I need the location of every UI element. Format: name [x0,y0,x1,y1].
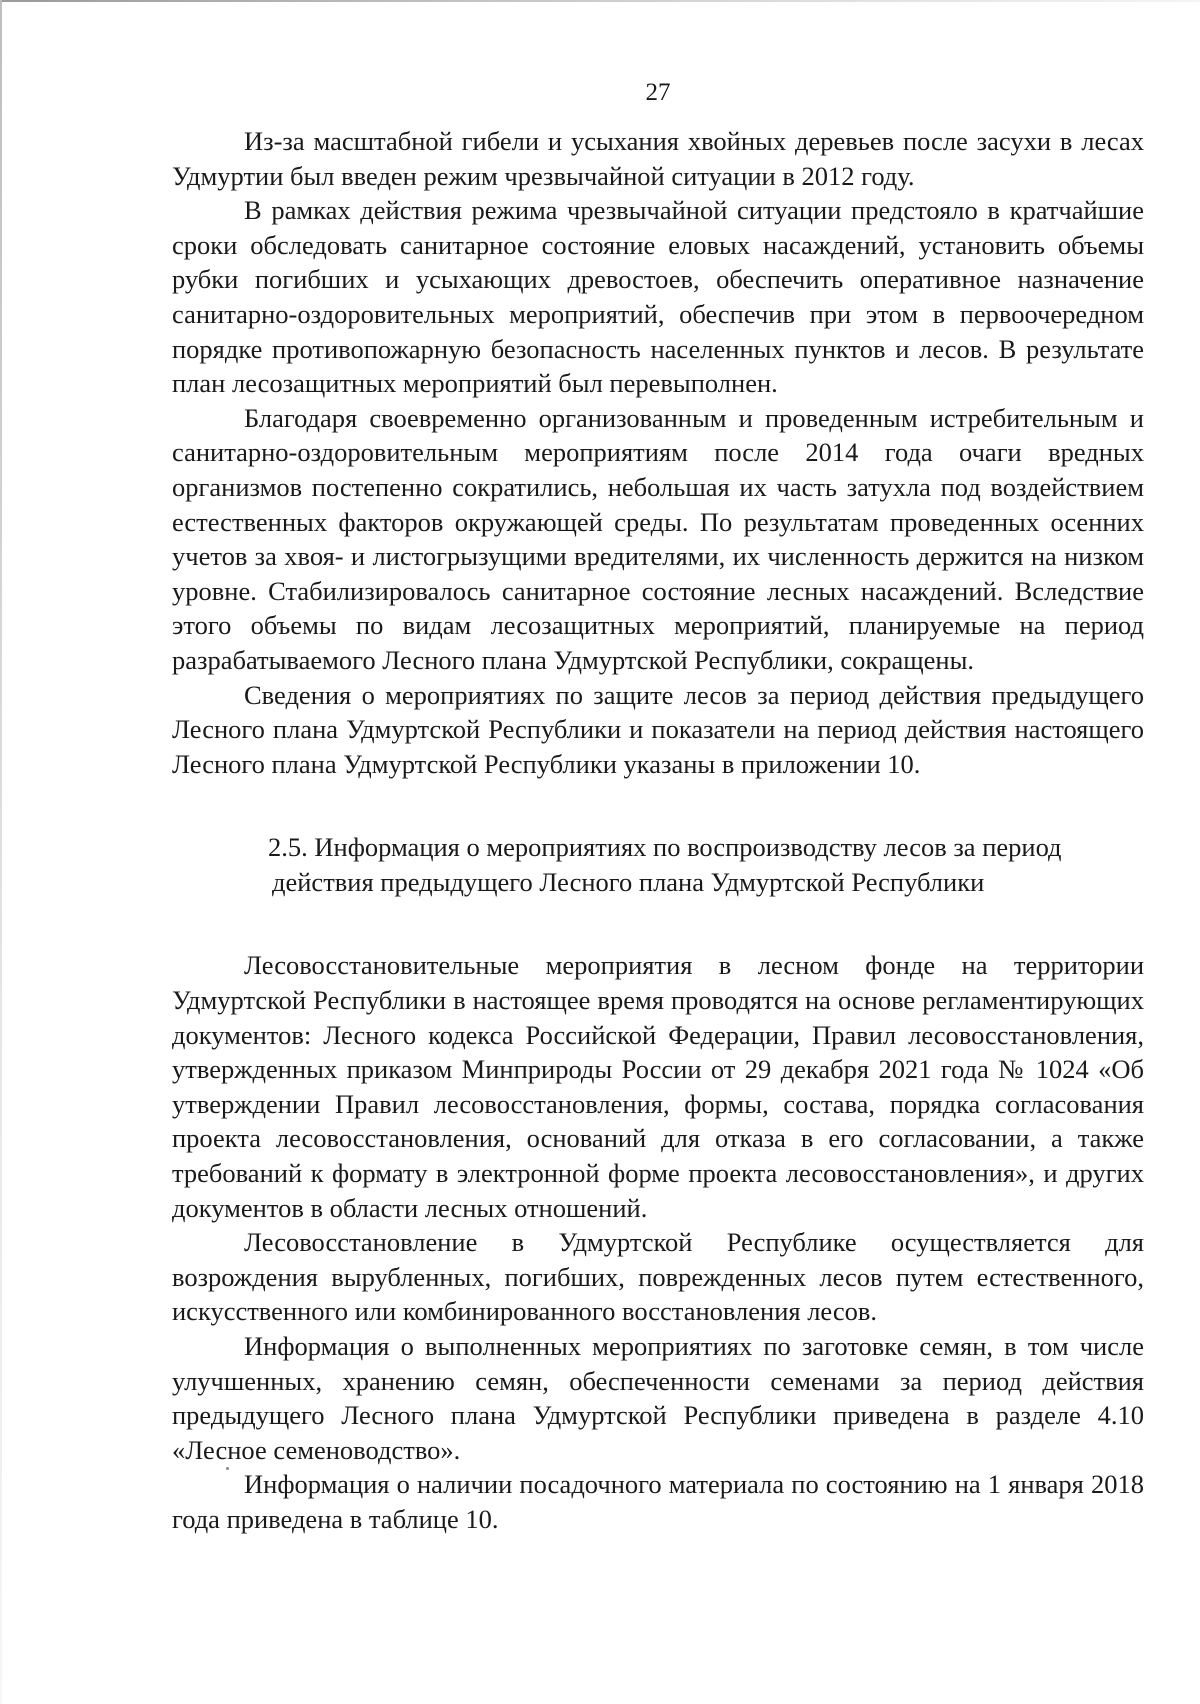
section-heading-line-2: действия предыдущего Лесного плана Удмуртской Республики [272,866,985,897]
document-body [172,124,1144,1537]
paragraph-planting-material: Информация о наличии посадочного материала по состоянию на 1 января 2018 года приведена в таблице 10. [172,1469,1144,1534]
paragraph-emergency-measures: В рамках действия режима чрезвычайной ситуации предстояло в кратчайшие сроки обследовать санитарное состояние еловых насаждений, установить объемы рубки погибших и усыхающих древостоев, обеспечить оперативное назначение санитарно-оздоровительных мероприятий, обеспечив при этом в первоочередном порядке противопожарную безопасность населенных пунктов и лесов. В результате план лесозащитных мероприятий был перевыполнен. [172,195,1144,399]
paragraph-seed-information: Информация о выполненных мероприятиях по заготовке семян, в том числе улучшенных, хранению семян, обеспеченности семенами за период действия предыдущего Лесного плана Удмуртской Республики приведена в разделе 4.10 «Лесное семеноводство». [172,1331,1144,1465]
scan-left-edge [0,0,2,1704]
scan-speck [226,1467,229,1470]
section-heading [172,830,1144,899]
paragraph-drought-emergency: Из-за масштабной гибели и усыхания хвойных деревьев после засухи в лесах Удмуртии был введен режим чрезвычайной ситуации в 2012 году. [172,126,1144,191]
paragraph-protection-info: Сведения о мероприятиях по защите лесов за период действия предыдущего Лесного плана Удмуртской Республики и показатели на период действия настоящего Лесного плана Удмуртской Республики указаны в приложении 10. [172,679,1144,779]
paragraph-reforestation-methods: Лесовосстановление в Удмуртской Республике осуществляется для возрождения вырубленных, погибших, поврежденных лесов путем естественного, искусственного или комбинированного восстановления лесов. [172,1227,1144,1327]
paragraph-regulatory-documents: Лесовосстановительные мероприятия в лесном фонде на территории Удмуртской Республики в настоящее время проводятся на основе регламентирующих документов: Лесного кодекса Российской Федерации, Правил лесовосстановления, утвержденных приказом Минприроды России от 29 декабря 2021 года № 1024 «Об утверждении Правил лесовосстановления, формы, состава, порядка согласования проекта лесовосстановления, оснований для отказа в его согласовании, а также требований к формату в электронной форме проекта лесовосстановления», и других документов в области лесных отношений. [172,950,1144,1223]
section-heading-line-1: 2.5. Информация о мероприятиях по воспроизводству лесов за период [268,832,1062,863]
scan-top-edge [0,0,1200,2]
paragraph-pest-reduction: Благодаря своевременно организованным и проведенным истребительным и санитарно-оздоровительным мероприятиям после 2014 года очаги вредных организмов постепенно сократились, небольшая их часть затухла под воздействием естественных факторов окружающей среды. По результатам проведенных осенних учетов за хвоя- и листогрызущими вредителями, их численность держится на низком уровне. Стабилизировалось санитарное состояние лесных насаждений. Вследствие этого объемы по видам лесозащитных мероприятий, планируемые на период разрабатываемого Лесного плана Удмуртской Республики, сокращены. [172,402,1144,675]
page-number: 27 [645,79,671,106]
